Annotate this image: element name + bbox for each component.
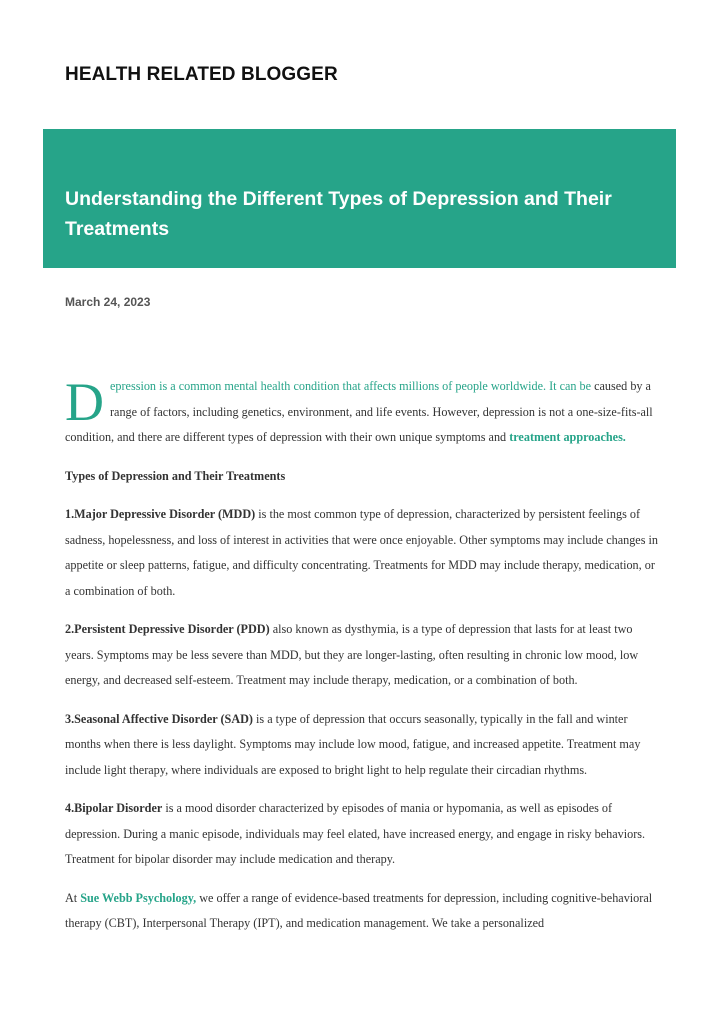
closing-prefix: At [65, 890, 81, 905]
item-term: 4.Bipolar Disorder [65, 801, 163, 815]
article-title: Understanding the Different Types of Depression and Their Treatments [65, 188, 612, 240]
closing-text: we offer a range of evidence-based treatments for depression, including cognitive-behavioral therapy (CBT), Interpersonal Therapy (IPT), and medication management. We take a personalized [65, 890, 653, 930]
intro-body-text: caused by a range of factors, including genetics, environment, and life events. However, depression is not a one-size-fits-all condition, and there are different types of depression with their own unique symptoms and [65, 379, 653, 444]
closing-paragraph [65, 886, 658, 937]
list-item [65, 617, 658, 694]
sue-webb-psychology-link[interactable]: Sue Webb Psychology, [80, 890, 197, 905]
list-item [65, 502, 658, 604]
article-body [65, 374, 658, 950]
item-text: is the most common type of depression, characterized by persistent feelings of sadness, hopelessness, and loss of interest in activities that were once enjoyable. Other symptoms may include changes in appetite or sleep patterns, fatigue, and difficulty concentrating. Treatments for MDD may include therapy, medication, or a combination of both. [65, 507, 658, 598]
item-term: 1.Major Depressive Disorder (MDD) [65, 507, 256, 521]
item-text: is a mood disorder characterized by episodes of mania or hypomania, as well as episodes of depression. During a manic episode, individuals may feel elated, have increased energy, and engage in risky behaviors. Treatment for bipolar disorder may include medication and therapy. [65, 801, 646, 866]
intro-lead-text: epression is a common mental health condition that affects millions of people worldwide. It can be [110, 379, 592, 393]
list-item [65, 707, 658, 784]
item-term: 3.Seasonal Affective Disorder (SAD) [65, 711, 253, 726]
site-title: HEALTH RELATED BLOGGER [65, 64, 338, 85]
item-term: 2.Persistent Depressive Disorder (PDD) [65, 622, 270, 636]
intro-paragraph [65, 374, 658, 451]
section-heading: Types of Depression and Their Treatments [65, 468, 286, 483]
list-item [65, 796, 658, 873]
item-text: is a type of depression that occurs seasonally, typically in the fall and winter months when there is less daylight. Symptoms may include low mood, fatigue, and increased appetite. Treatment may include light therapy, where individuals are exposed to bright light to help regulate their circadian rhythms. [65, 711, 641, 777]
post-date: March 24, 2023 [65, 295, 151, 309]
drop-cap: D [65, 372, 104, 432]
treatment-approaches-link[interactable]: treatment approaches. [509, 430, 626, 444]
hero-banner [43, 129, 676, 268]
item-text: also known as dysthymia, is a type of depression that lasts for at least two years. Symptoms may be less severe than MDD, but they are longer-lasting, often resulting in chronic low mood, low energy, and decreased self-esteem. Treatment may include therapy, medication, or a combination of both. [65, 622, 639, 687]
